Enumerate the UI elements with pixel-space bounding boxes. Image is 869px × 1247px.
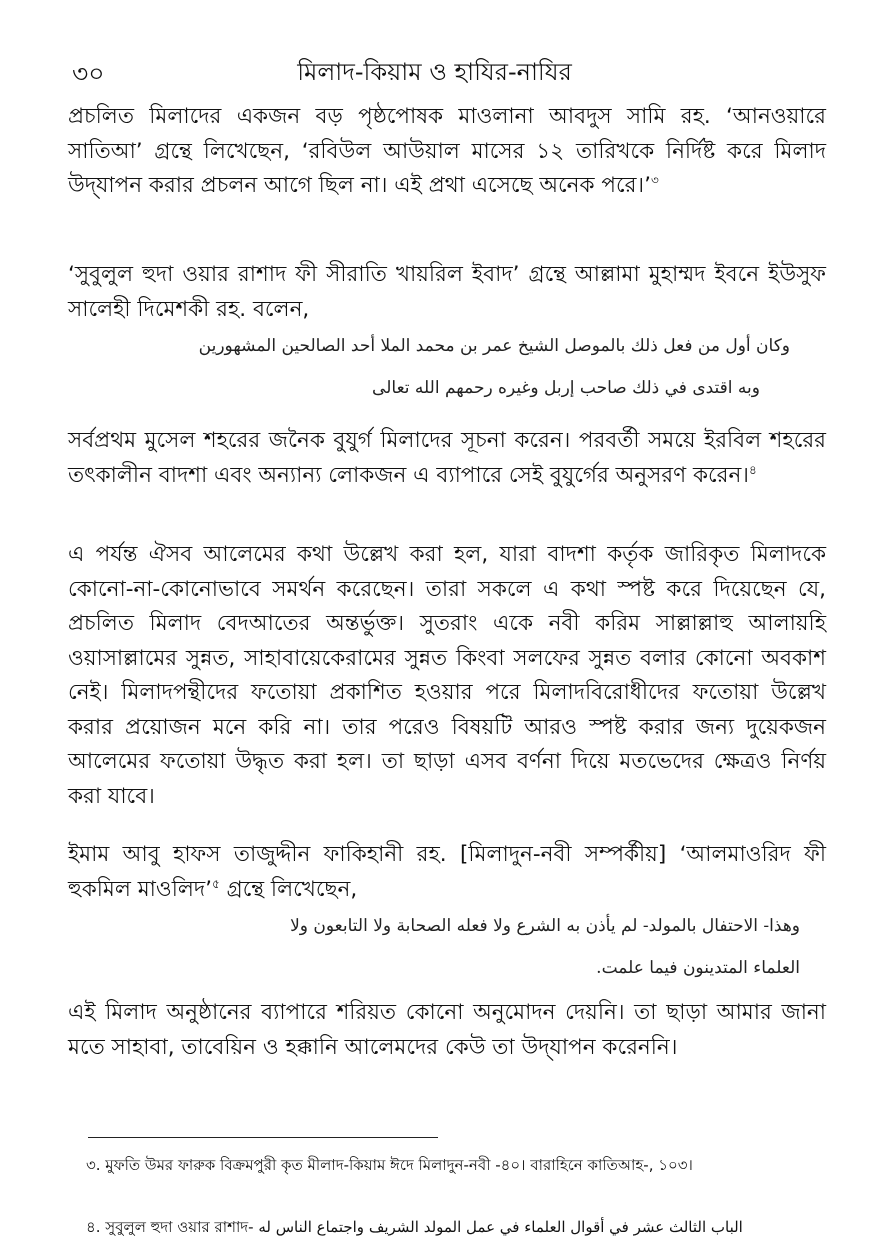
- footnote-ref-4: ৪: [748, 462, 757, 477]
- footnote-divider: [88, 1137, 438, 1138]
- footnote-ref-5: ৫: [212, 876, 220, 891]
- arabic-quote-1-line-2: وبه اقتدى في ذلك صاحب إربل وغيره رحمهم الله تعالى: [372, 378, 760, 398]
- arabic-quote-2-line-2: العلماء المتدينون فيما علمت.: [596, 958, 800, 978]
- paragraph-1: [68, 100, 826, 204]
- footnote-3-text: . মুফতি উমর ফারুক বিক্রমপুরী কৃত মীলাদ-কিয়াম ঈদে মিলাদুন-নবী -৪০। বারাহিনে কাতিআহ-, ১০৩।: [95, 1156, 693, 1174]
- paragraph-4: এ পর্যন্ত ঐসব আলেমের কথা উল্লেখ করা হল, যারা বাদশা কর্তৃক জারিকৃত মিলাদকে কোনো-না-কোনোভাবে সমর্থন করেছেন। তারা সকলে এ কথা স্পষ্ট করে দিয়েছেন যে, প্রচলিত মিলাদ বেদআতের অন্তর্ভুক্ত। সুতরাং একে নবী করিম সাল্লাল্লাহু আলায়হি ওয়াসাল্লামের সুন্নত, সাহাবায়েকেরামের সুন্নত কিংবা সলফের সুন্নত বলার কোনো অবকাশ নেই। মিলাদপন্থীদের ফতোয়া প্রকাশিত হওয়ার পরে মিলাদবিরোধীদের ফতোয়া উল্লেখ করার প্রয়োজন মনে করি না। তার পরেও বিষয়টি আরও স্পষ্ট করার জন্য দুয়েকজন আলেমের ফতোয়া উদ্ধৃত করা হল। তা ছাড়া এসব বর্ণনা দিয়ে মতভেদের ক্ষেত্রও নির্ণয় করা যাবে।: [68, 542, 826, 809]
- arabic-quote-2-line-1: وهذا- الاحتفال بالمولد- لم يأذن به الشرع ولا فعله الصحابة ولا التابعون ولا: [290, 916, 800, 936]
- footnote-3: [86, 1150, 836, 1180]
- running-title: মিলাদ-কিয়াম ও হাযির-নাযির: [297, 58, 572, 86]
- paragraph-5-text-b: গ্রন্থে লিখেছেন,: [219, 876, 358, 902]
- paragraph-5: [68, 838, 826, 907]
- footnote-4-text: . সুবুলুল হুদা ওয়ার রাশাদ-: [95, 1218, 259, 1236]
- paragraph-3: [68, 424, 826, 493]
- footnote-4-number: ৪: [86, 1218, 96, 1236]
- paragraph-6: এই মিলাদ অনুষ্ঠানের ব্যাপারে শরিয়ত কোনো অনুমোদন দেয়নি। তা ছাড়া আমার জানা মতে সাহাবা, তাবেয়িন ও হক্কানি আলেমদের কেউ তা উদ্‌যাপন করেননি।: [68, 1000, 826, 1060]
- footnote-ref-3: ৩: [650, 172, 659, 187]
- arabic-quote-1-line-1: وكان أول من فعل ذلك بالموصل الشيخ عمر بن محمد الملا أحد الصالحين المشهورين: [198, 336, 790, 356]
- footnote-4-arabic: الباب الثالث عشر في أقوال العلماء في عمل المولد الشريف واجتماع الناس له: [258, 1218, 743, 1236]
- page-header: [0, 54, 869, 88]
- paragraph-1-text: প্রচলিত মিলাদের একজন বড় পৃষ্ঠপোষক মাওলানা আবদুস সামি রহ. ‘আনওয়ারে সাতিআ’ গ্রন্থে লিখেছেন, ‘রবিউল আউয়াল মাসের ১২ তারিখকে নির্দিষ্ট করে মিলাদ উদ্‌যাপন করার প্রচলন আগে ছিল না। এই প্রথা এসেছে অনেক পরে।’: [68, 104, 826, 198]
- paragraph-2: ‘সুবুলুল হুদা ওয়ার রাশাদ ফী সীরাতি খায়রিল ইবাদ’ গ্রন্থে আল্লামা মুহাম্মদ ইবনে ইউসুফ সালেহী দিমেশকী রহ. বলেন,: [68, 262, 826, 322]
- paragraph-3-text: সর্বপ্রথম মুসেল শহরের জনৈক বুযুর্গ মিলাদের সূচনা করেন। পরবর্তী সময়ে ইরবিল শহরের তৎকালীন বাদশা এবং অন্যান্য লোকজন এ ব্যাপারে সেই বুযুর্গের অনুসরণ করেন।: [68, 428, 826, 488]
- paragraph-5-text-a: ইমাম আবু হাফস তাজুদ্দীন ফাকিহানী রহ. [মিলাদুন-নবী সম্পর্কীয়] ‘আলমাওরিদ ফী হুকমিল মাওলিদ’: [68, 842, 826, 902]
- footnote-4: [86, 1212, 836, 1242]
- page-number: ৩০: [72, 59, 105, 88]
- footnote-3-number: ৩: [86, 1156, 96, 1174]
